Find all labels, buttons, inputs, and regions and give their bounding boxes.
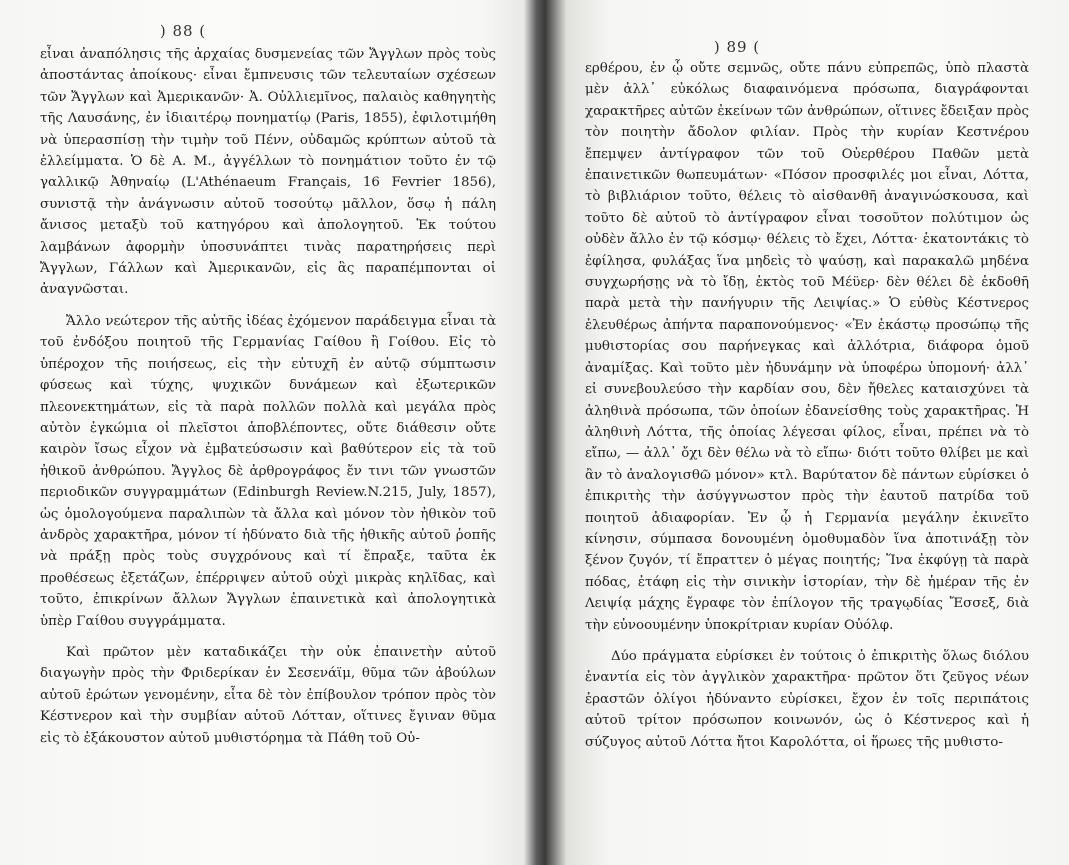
paragraph: Καὶ πρῶτον μὲν καταδικάζει τὴν οὐκ ἐπαινετὴν αὐτοῦ διαγωγὴν πρὸς τὴν Φριδερίκαν ἐν Σεσενάϊμ, θῦμα τῶν ἀβούλων αὐτοῦ ἐρώτων γενομένην, εἶτα δὲ τὸν ἐπίβουλον τρόπον πρὸς τὸν Κέστνερον καὶ τὴν συμβίαν αὐτοῦ Λότταν, οἵτινες ἔγιναν θῦμα εἰς τὸ ἐξάκουστον αὐτοῦ μυθιστόρημα τὰ Πάθη τοῦ Οὐ- xyxy=(40,644,496,746)
page-number: ) 88 ( xyxy=(159,22,207,40)
right-page xyxy=(545,0,1069,865)
paragraph: ερθέρου, ἐν ᾧ οὔτε σεμνῶς, οὔτε πάνυ εὐπρεπῶς, ὑπὸ πλαστὰ μὲν ἀλλ᾽ εὐκόλως διαφαινόμενα πρόσωπα, διαγράφονται χαρακτῆρες αὐτῶν ἐκείνων τῶν ἀνθρώπων, οἵτινες ἔδειξαν πρὸς τὸν ποιητὴν ἄδολον φιλίαν. Πρὸς τὴν κυρίαν Κεστνέρου ἔπεμψεν ἀντίγραφον τῶν τοῦ Οὐερθέρου Παθῶν μετὰ ἐπαινετικῶν θωπευμάτων· «Πόσον προσφιλές μοι εἶναι, Λόττα, τὸ βιβλιάριον τοῦτο, θέλεις τὸ αἰσθανθῆ ἀναγινώσκουσα, καὶ τοῦτο δὲ αὐτοῦ τὸ ἀντίγραφον εἶναι τοσοῦτον πολύτιμον ὡς οὐδὲν ἄλλο ἐν τῷ κόσμῳ· θέλεις τὸ ἔχει, Λόττα· ἑκατοντάκις τὸ ἐφίλησα, φυλάξας ἵνα μηδεὶς τὸ ψαύσῃ, καὶ παρακαλῶ μηδένα συγχωρήσῃς νὰ τὸ ἴδῃ, ἐκτὸς τοῦ Μέϋερ· δὲν θέλει δὲ ἐκδοθῆ παρὰ μετὰ τὴν πανήγυριν τῆς Λειψίας.» Ὁ εὐθὺς Κέστνερος ἐλευθέρως ἀπήντα παραπονούμενος· «Ἐν ἑκάστῳ προσώπῳ τῆς μυθιστορίας σου παρήνεγκας καὶ ἀλλότρια, διάφορα ὁμοῦ ἀναμίξας. Καὶ τοῦτο μὲν ἠδυνάμην νὰ ὑποφέρω ὑπομονή· ἀλλ᾽ εἰ συνεβουλεύσο τὴν καρδίαν σου, δὲν ἤθελες καταισχύνει τὰ ἀληθινὰ πρόσωπα, τῶν ὁποίων ἐδανείσθης τοὺς χαρακτῆρας. Ἡ ἀληθινὴ Λόττα, τῆς ὁποίας λέγεσαι φίλος, εἶναι, πρέπει νὰ τὸ εἴπω, — ἀλλ᾽ ὄχι δὲν θέλω νὰ τὸ εἴπω· διότι τοῦτο θλίβει με καὶ ἂν τὸ ἀναλογισθῶ μόνον» κτλ. Βαρύτατον δὲ πάντων εὑρίσκει ὁ ἐπικριτὴς τὴν ἀσύγγνωστον πρὸς τὴν ἑαυτοῦ πατρίδα τοῦ ποιητοῦ ἀδιαφορίαν. Ἐν ᾧ ἡ Γερμανία μεγάλην ἐκινεῖτο κίνησιν, σύμπασα δονουμένη ὁμοθυμαδὸν ἵνα ἀποτινάξῃ τὸν ξένον ζυγόν, τί ἔπραττεν ὁ μέγας ποιητής; Ἵνα ἐκφύγῃ τὰ παρὰ πόδας, ἐτάφη εἰς τὴν σινικὴν ἱστορίαν, τὴν δὲ ἡμέραν τῆς ἐν Λειψίᾳ μάχης ἔγραφε τὸν ἐπίλογον τῆς τραγῳδίας Ἔσσεξ, διὰ τὴν εὐνοουμένην ὑποκρίτριαν κυρίαν Οὐόλφ. xyxy=(585,61,1029,633)
left-page xyxy=(0,0,520,865)
paragraph: Δύο πράγματα εὑρίσκει ἐν τούτοις ὁ ἐπικριτὴς ὅλως διόλου ἐναντία εἰς τὸν ἀγγλικὸν χαρακτῆρα· πρῶτον ὅτι ζεῦγος νέων ἐραστῶν ὀλίγοι ἠδύναντο εὑρίσκει, ἔχον ἐν τοῖς περιπάτοις αὐτοῦ τρίτον πρόσωπον κοινωνόν, ὡς ὁ Κέστνερος καὶ ἡ σύζυγος αὐτοῦ Λόττα ἤτοι Καρολόττα, οἱ ἥρωες τῆς μυθιστο- xyxy=(585,648,1029,750)
paragraph: Ἄλλο νεώτερον τῆς αὐτῆς ἰδέας ἐχόμενον παράδειγμα εἶναι τὰ τοῦ ἐνδόξου ποιητοῦ τῆς Γερμανίας Γαίθου ἢ Γοίθου. Εἰς τὸ ὑπέροχον τῆς ποιήσεως, εἰς τὴν εὐτυχῆ ἐν αὐτῷ σύμπτωσιν φύσεως καὶ τύχης, ψυχικῶν δυνάμεων καὶ ἐξωτερικῶν πλεονεκτημάτων, εἰς τὰ παρὰ πολλῶν πολλὰ καὶ μεγάλα πρὸς αὐτὸν ἐγκώμια οἱ πλεῖστοι ἀποβλέποντες, οὔτε διάθεσιν οὔτε καιρὸν ἴσως εἶχον νὰ ἐμβατεύσωσιν καὶ βαθύτερον εἰς τὰ τοῦ ἠθικοῦ ἀνθρώπου. Ἄγγλος δὲ ἀρθρογράφος ἔν τινι τῶν γνωστῶν περιοδικῶν συγγραμμάτων (Edinburgh Review.N.215, July, 1857), ὡς ὁμολογούμενα παραλιπὼν τὰ ἄλλα καὶ μόνον τὸν ἠθικὸν τοῦ ἀνδρὸς χαρακτῆρα, μόνον τί ἠδύνατο διὰ τῆς ἠθικῆς αὐτοῦ ῥοπῆς νὰ πράξῃ πρὸς τοὺς συγχρόνους καὶ τί ἔπραξε, ταῦτα ἐκ προθέσεως ἐξετάζων, ἐπέρριψεν αὐτοῦ οὐχὶ μικρὰς κηλῖδας, καὶ τοῦτο, ἐπικρίνων ἄλλων Ἄγγλων ἐπαινετικὰ καὶ ἀπολογητικὰ ὑπὲρ Γαίθου συγγράμματα. xyxy=(40,313,496,629)
paragraph: εἶναι ἀναπόλησις τῆς ἀρχαίας δυσμενείας τῶν Ἄγγλων πρὸς τοὺς ἀποστάντας ἀποίκους· εἶναι ἔμπνευσις τῶν τελευταίων σχέσεων τῶν Ἄγγλων καὶ Ἀμερικανῶν· Ἀ. Οὐλλιεμῖνος, παλαιὸς καθηγητὴς τῆς Λαυσάνης, ἐν ἰδιαιτέρῳ πονηματίῳ (Paris, 1855), ἐφιλοτιμήθη νὰ ὑπερασπίσῃ τὴν τιμὴν τοῦ Πένν, οὐδαμῶς κρύπτων αὐτοῦ τὰ ἐλλείμματα. Ὁ δὲ Α. Μ., ἀγγέλλων τὸ πονημάτιον τοῦτο ἐν τῷ γαλλικῷ Ἀθηναίῳ (L'Athénaeum Français, 16 Fevrier 1856), συνιστᾷ τὴν ἀνάγνωσιν αὐτοῦ τοσούτῳ μᾶλλον, ὅσῳ ἡ πάλη ἄνισος μεταξὺ τοῦ κατηγόρου καὶ ἀπολογητοῦ. Ἐκ τούτου λαμβάνων ἀφορμὴν ὑποσυνάπτει τινὰς παρατηρήσεις περὶ Ἄγγλων, Γάλλων καὶ Ἀμερικανῶν, εἰς ἃς παραπέμπονται οἱ ἀναγνῶσται. xyxy=(40,47,496,298)
page-number: ) 89 ( xyxy=(713,38,761,56)
